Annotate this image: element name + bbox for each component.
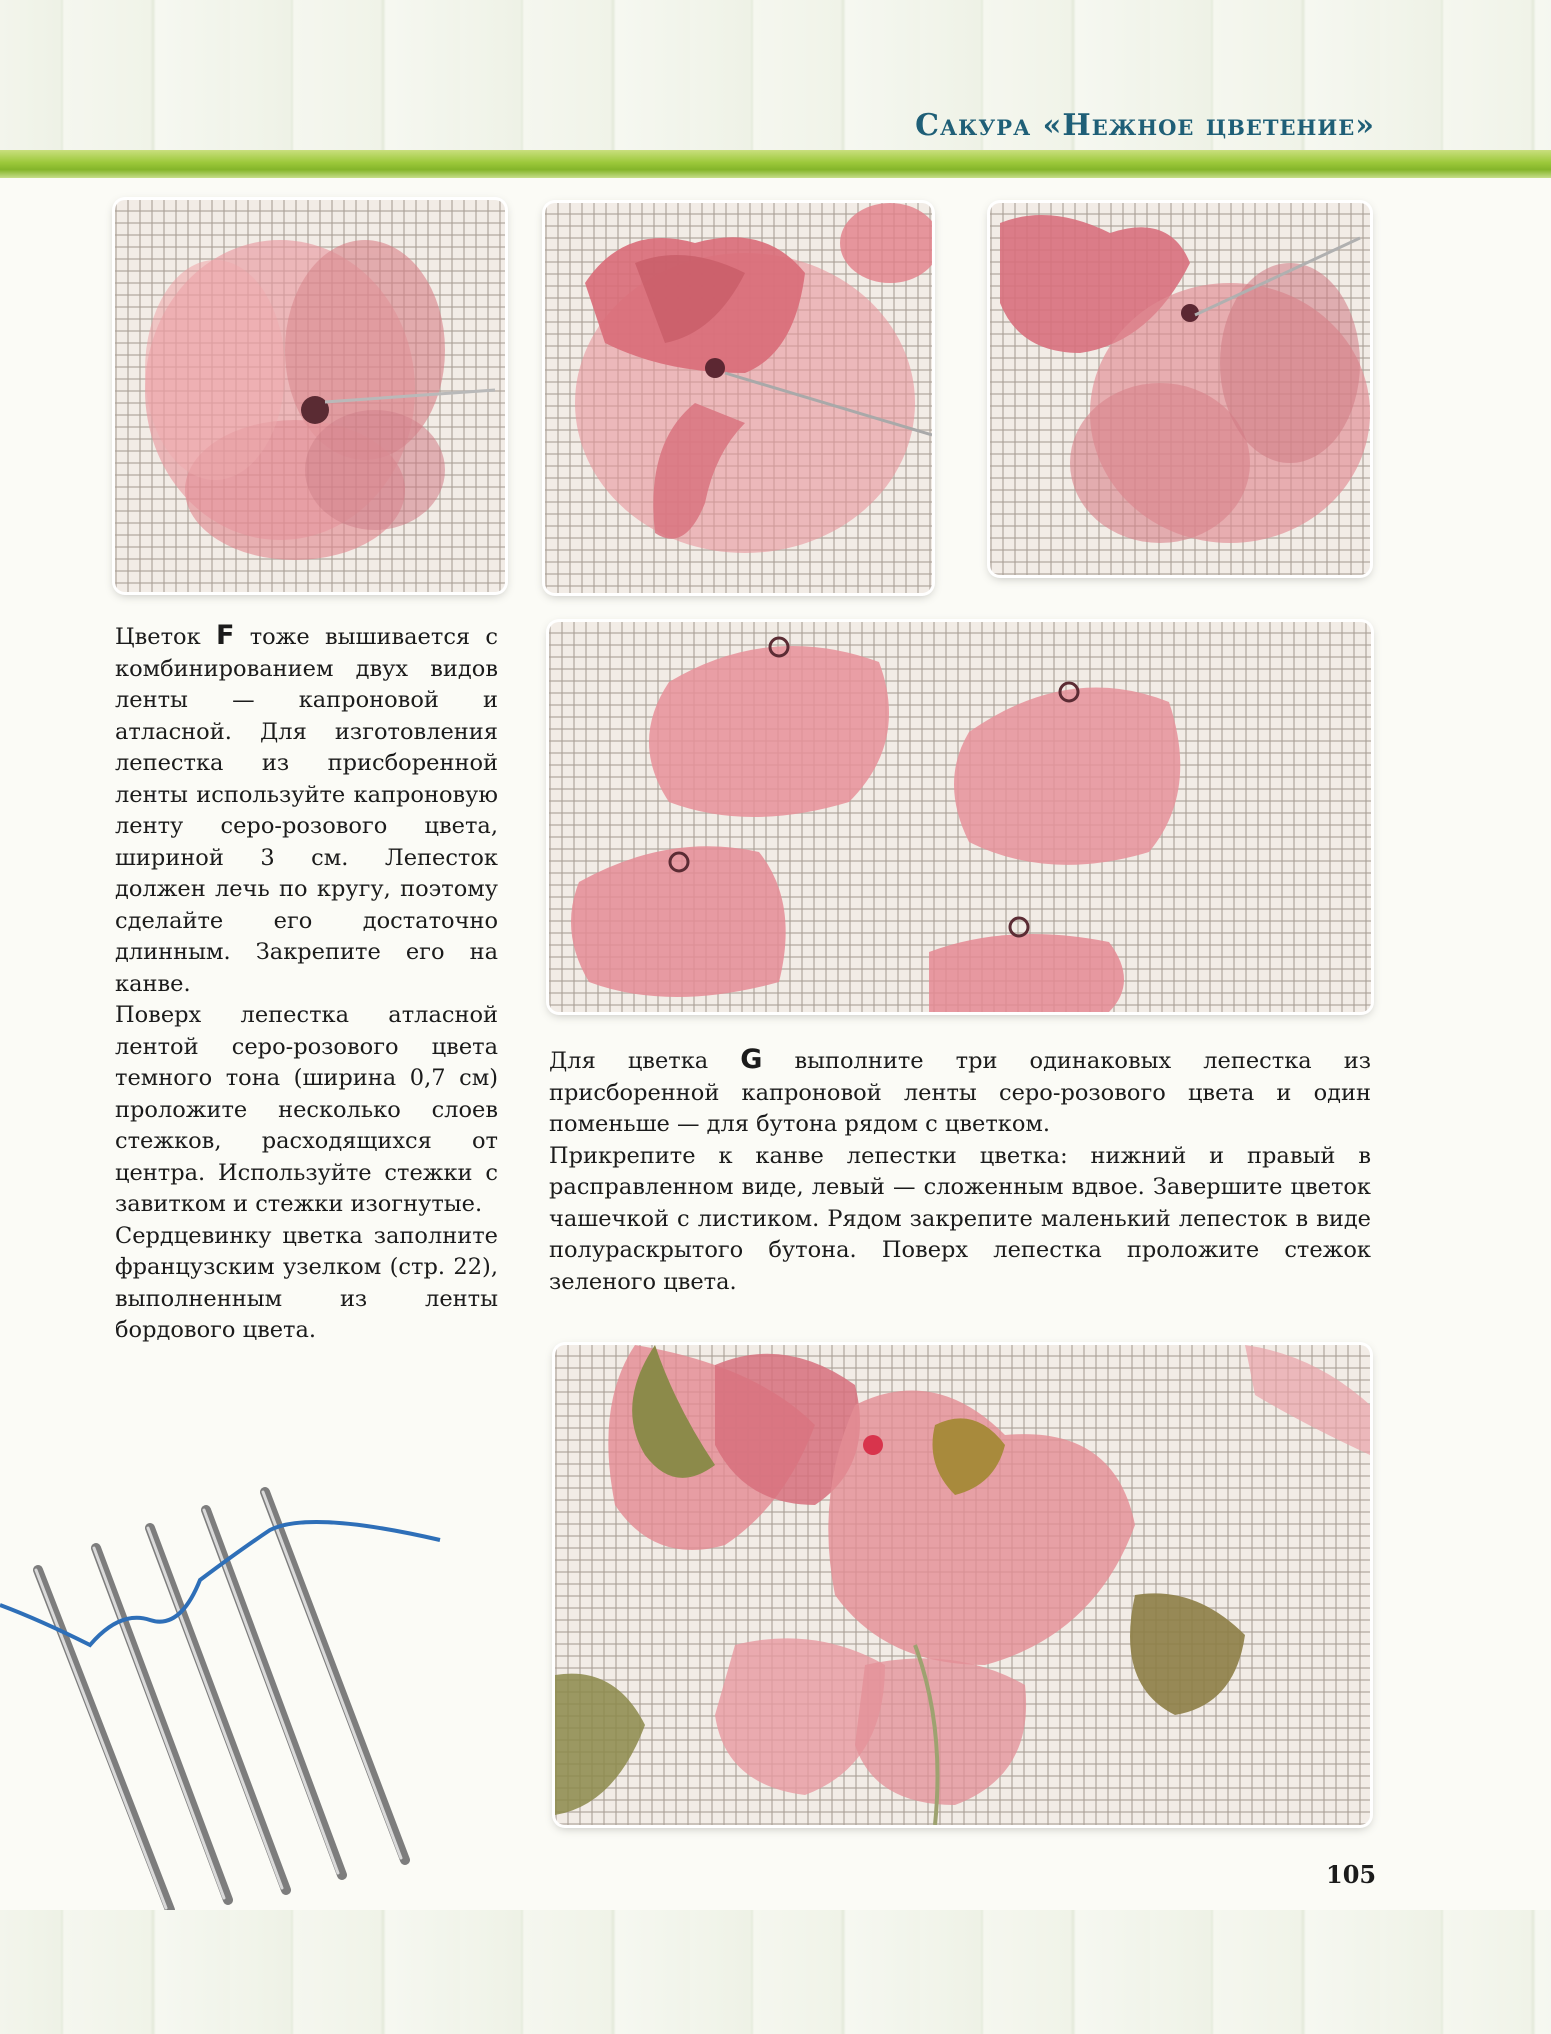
needles-icon <box>0 1470 460 1920</box>
petals-illustration <box>549 622 1371 1012</box>
photo-flower-g-finished <box>555 1345 1370 1825</box>
photo-flower-f-step2 <box>545 203 932 593</box>
page-number: 105 <box>1326 1860 1377 1889</box>
photo-flower-f-step1 <box>115 200 505 592</box>
left-paragraph-2: Поверх лепестка атласной лентой серо-розового цвета темного тона (ширина 0,7 см) проложите несколько слоев стежков, расходящихся от центра. Используйте стежки с завитком и стежки изогнутые. <box>115 1002 498 1217</box>
flower-illustration <box>115 200 505 592</box>
left-paragraph-1: Цветок F тоже вышивается с комбинированием двух видов ленты — капроновой и атласной. Для изготовления лепестка из присборенной ленты используйте капроновую ленту серо-розового цвета, шириной 3 см. Лепесток должен лечь по кругу, поэтому сделайте его достаточно длинным. Закрепите его на канве. <box>115 620 498 997</box>
flower-letter-f: F <box>215 620 235 651</box>
flower-step3-illustration <box>990 203 1370 575</box>
right-text-column <box>549 1044 1371 1298</box>
header-green-band <box>0 150 1551 178</box>
needles-illustration <box>0 1470 460 1920</box>
satin-flower-illustration <box>545 203 932 593</box>
bottom-wood-background <box>0 1910 1551 2034</box>
left-text-column <box>115 620 498 1347</box>
left-paragraph-3: Сердцевинку цветка заполните французским узелком (стр. 22), выполненным из ленты бордового цвета. <box>115 1222 498 1343</box>
photo-petals <box>549 622 1371 1012</box>
flower-letter-g: G <box>740 1044 763 1075</box>
chapter-title: Сакура «Нежное цветение» <box>915 108 1375 143</box>
finished-flower-illustration <box>555 1345 1370 1825</box>
right-paragraph-2: Прикрепите к канве лепестки цветка: нижний и правый в расправленном виде, левый — сложенным вдвое. Завершите цветок чашечкой с листиком. Рядом закрепите маленький лепесток в виде полураскрытого бутона. Поверх лепестка проложите стежок зеленого цвета. <box>549 1142 1371 1295</box>
photo-flower-f-step3 <box>990 203 1370 575</box>
right-paragraph-1: Для цветка G выполните три одинаковых лепестка из присборенной капроновой ленты серо-розового цвета и один поменьше — для бутона рядом с цветком. <box>549 1044 1371 1137</box>
